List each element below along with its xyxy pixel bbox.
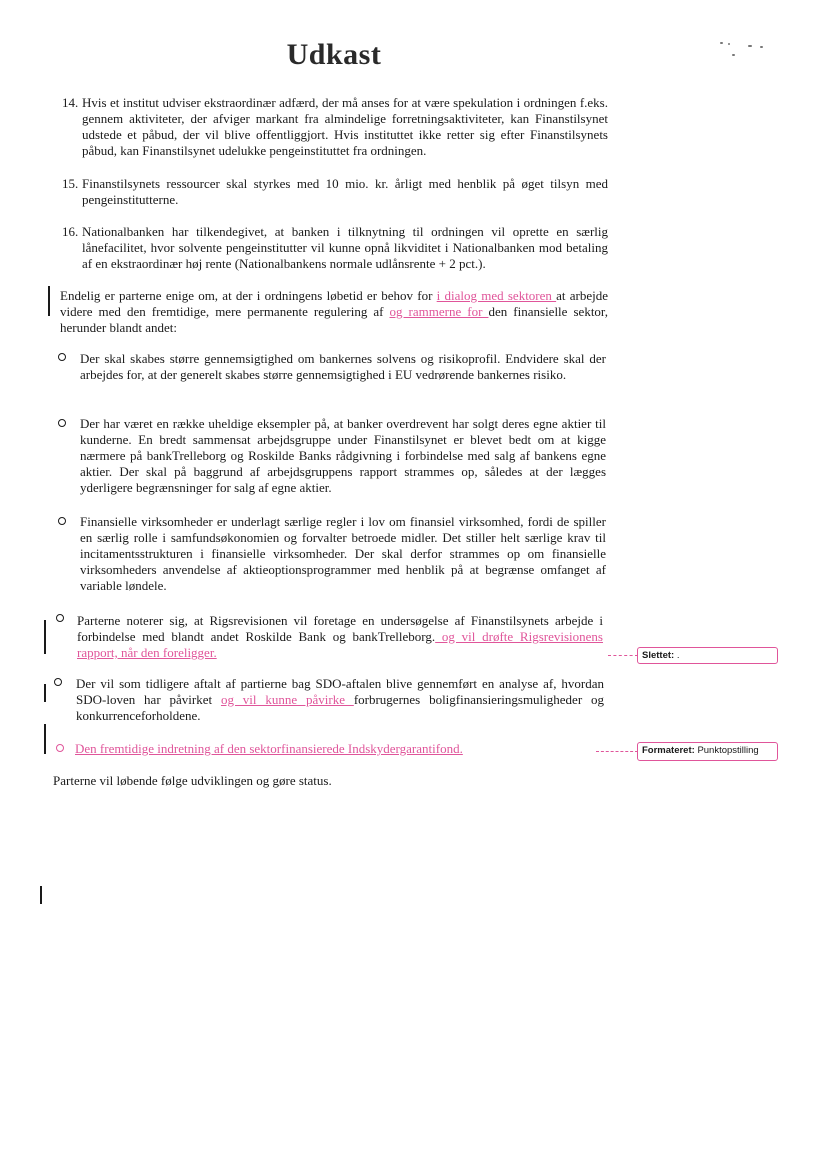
- intro-text: Endelig er parterne enige om, at der i ordningens løbetid er behov for: [60, 288, 437, 303]
- comment-label: Formateret:: [642, 745, 695, 756]
- numbered-item-16: [62, 224, 608, 272]
- item-number: 16.: [62, 224, 79, 239]
- intro-paragraph: [60, 288, 608, 336]
- bullet-text: Der vil som tidligere aftalt af partierne bag SDO-aftalen blive gennemført en analyse af, hvordan SDO-loven har påvirket: [76, 676, 604, 707]
- inserted-text: Den fremtidige indretning af den sektorfinansierede Indskydergarantifond.: [75, 741, 463, 756]
- scan-mark: [732, 54, 735, 56]
- bullet-text: Parterne noterer sig, at Rigsrevisionen vil foretage en undersøgelse af Finanstilsynets arbejde i forbindelse med blandt andet Roskilde Bank og bankTrelleborg.: [77, 613, 603, 644]
- item-text: Hvis et institut udviser ekstraordinær adfærd, der må anses for at være spekulation i ordningen f.eks. gennem aktiviteter, der afviger markant fra almindelige forretningsaktiviteter, kan Finanstilsynet udstede et påbud, der vil blive offentliggjort. Hvis instituttet ikke retter sig efter Finanstilsynets påbud, kan Finanstilsynet udelukke pengeinstituttet fra ordningen.: [82, 95, 608, 158]
- bullet-item: [80, 514, 606, 594]
- inserted-text: i dialog med sektoren: [436, 288, 557, 303]
- scan-mark: [748, 45, 752, 47]
- numbered-item-15: [62, 176, 608, 208]
- closing-paragraph: [53, 773, 603, 789]
- item-text: Finanstilsynets ressourcer skal styrkes med 10 mio. kr. årligt med henblik på øget tilsyn med pengeinstitutterne.: [82, 176, 608, 207]
- comment-connector: [608, 655, 638, 656]
- closing-text: Parterne vil løbende følge udviklingen og gøre status.: [53, 773, 332, 788]
- bullet-text: forbrugernes boligfinansieringsmuligheder og konkurrenceforholdene.: [76, 692, 604, 723]
- page-title: Udkast: [286, 38, 382, 71]
- numbered-item-14: [62, 95, 608, 159]
- item-number: 15.: [62, 176, 79, 191]
- inserted-text: og vil kunne påvirke: [220, 692, 354, 707]
- comment-value: .: [676, 650, 680, 661]
- bullet-item: [76, 676, 604, 724]
- bullet-item: [80, 351, 606, 383]
- comment-balloon-deleted[interactable]: [637, 647, 778, 664]
- bullet-icon: [56, 614, 64, 622]
- bullet-text: Der har været en række uheldige eksempler på, at banker overdrevent har solgt deres egne aktier til kunderne. En bredt sammensat arbejdsgruppe under Finanstilsynet er blevet bedt om at kigge nærmere på bankTrelleborg og Roskilde Banks rådgivning i forbindelse med salg af bankens egne aktier. Der skal på baggrund af arbejdsgruppens rapport strammes op, således at der lægges yderligere begrænsninger for salg af egne aktier.: [80, 416, 606, 495]
- comment-connector: [596, 751, 638, 752]
- scan-mark: [720, 42, 723, 44]
- bullet-icon: [56, 744, 64, 752]
- change-bar: [44, 724, 46, 754]
- bullet-text: Der skal skabes større gennemsigtighed om bankernes solvens og risikoprofil. Endvidere skal der arbejdes for, at der generelt skabes større gennemsigtighed i EU vedrørende bankernes risiko.: [80, 351, 606, 382]
- bullet-item: [77, 613, 603, 661]
- scan-mark: [728, 43, 730, 45]
- inserted-text: og vil drøfte Rigsrevisionens rapport, når den foreligger.: [77, 629, 603, 660]
- bullet-text: Finansielle virksomheder er underlagt særlige regler i lov om finansiel virksomhed, fordi de spiller en særlig rolle i samfundsøkonomien og forvalter betroede midler. Det stiller helt særlige krav til incitamentsstrukturen i finansielle virksomheder. Der skal derfor strammes op om finansielle virksomheders anvendelse af aktieoptionsprogrammer med henblik på at begrænse omfanget af variable løndele.: [80, 514, 606, 593]
- change-bar: [48, 286, 50, 316]
- bullet-icon: [58, 517, 66, 525]
- item-number: 14.: [62, 95, 79, 110]
- change-bar: [44, 620, 46, 654]
- bullet-item: [75, 741, 595, 757]
- bullet-icon: [58, 419, 66, 427]
- comment-balloon-formatted[interactable]: [637, 742, 778, 761]
- comment-value: Punktopstilling: [697, 745, 759, 756]
- intro-text: at arbejde videre med den fremtidige, mere permanente regulering af: [60, 288, 609, 319]
- bullet-item: [80, 416, 606, 496]
- intro-text: den finansielle sektor, herunder blandt andet:: [60, 304, 608, 335]
- bullet-icon: [58, 353, 66, 361]
- inserted-text: og rammerne for: [389, 304, 489, 319]
- change-bar: [44, 684, 46, 702]
- scan-mark: [760, 46, 763, 48]
- comment-label: Slettet:: [642, 650, 675, 661]
- change-bar: [40, 886, 42, 904]
- bullet-icon: [54, 678, 62, 686]
- item-text: Nationalbanken har tilkendegivet, at banken i tilknytning til ordningen vil oprette en særlig lånefacilitet, hvor solvente pengeinstitutter vil kunne opnå likviditet i Nationalbanken mod betaling af en ekstraordinær høj rente (Nationalbankens normale udlånsrente + 2 pct.).: [82, 224, 608, 271]
